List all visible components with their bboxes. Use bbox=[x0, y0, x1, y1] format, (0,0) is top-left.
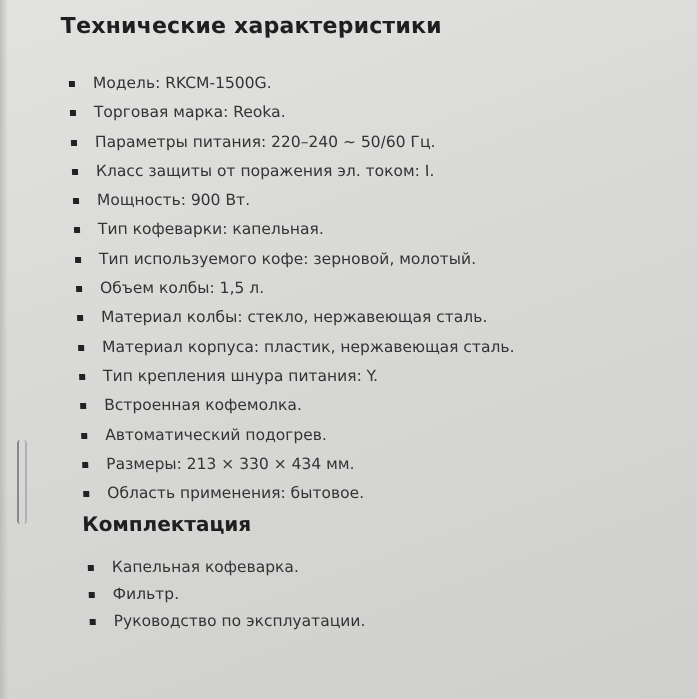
list-item bbox=[95, 133, 508, 162]
list-item bbox=[104, 396, 517, 425]
list-item bbox=[96, 162, 509, 191]
bullet-icon bbox=[90, 619, 96, 625]
list-item-text: Тип кофеварки: капельная. bbox=[97, 220, 325, 239]
list-item-text: Тип крепления шнура питания: Y. bbox=[102, 366, 379, 385]
list-item bbox=[93, 74, 506, 103]
list-item-text: Фильтр. bbox=[112, 585, 180, 603]
list-item-text: Размеры: 213 × 330 × 434 мм. bbox=[105, 454, 355, 473]
bullet-icon bbox=[74, 227, 80, 233]
list-item-text: Капельная кофеварка. bbox=[111, 558, 300, 576]
specs-list bbox=[93, 74, 521, 513]
bullet-icon bbox=[76, 286, 82, 292]
list-item-text: Модель: RKCM-1500G. bbox=[92, 74, 272, 92]
list-item bbox=[107, 484, 520, 513]
list-item bbox=[94, 103, 507, 132]
list-item bbox=[113, 612, 366, 639]
list-item bbox=[103, 367, 516, 396]
list-item-text: Мощность: 900 Вт. bbox=[96, 191, 251, 210]
specs-heading: Технические характеристики bbox=[60, 14, 443, 39]
list-item-text: Объем колбы: 1,5 л. bbox=[99, 279, 265, 298]
list-item bbox=[98, 220, 511, 249]
list-item-text: Встроенная кофемолка. bbox=[103, 396, 303, 415]
bullet-icon bbox=[77, 315, 83, 321]
list-item-text: Класс защиты от поражения эл. током: I. bbox=[95, 161, 435, 180]
list-item-text: Материал колбы: стекло, нержавеющая сталь. bbox=[100, 308, 488, 327]
list-item-text: Тип используемого кофе: зерновой, молотый. bbox=[98, 249, 477, 268]
bullet-icon bbox=[70, 110, 76, 116]
bullet-icon bbox=[83, 491, 89, 497]
bullet-icon bbox=[78, 345, 84, 351]
bullet-icon bbox=[81, 433, 87, 439]
bullet-icon bbox=[79, 374, 85, 380]
list-item bbox=[97, 191, 510, 220]
bullet-icon bbox=[82, 462, 88, 468]
list-item bbox=[105, 426, 518, 455]
list-item bbox=[99, 250, 512, 279]
list-item bbox=[102, 338, 515, 367]
bullet-icon bbox=[80, 403, 86, 409]
list-item bbox=[101, 308, 514, 337]
list-item bbox=[112, 585, 365, 612]
list-item-text: Торговая марка: Reoka. bbox=[93, 103, 286, 122]
list-item bbox=[111, 558, 364, 585]
list-item bbox=[106, 455, 519, 484]
bullet-icon bbox=[88, 565, 94, 571]
kit-list bbox=[111, 558, 365, 639]
bullet-icon bbox=[89, 592, 95, 598]
bullet-icon bbox=[69, 81, 75, 87]
kit-heading: Комплектация bbox=[81, 512, 252, 536]
bullet-icon bbox=[72, 169, 78, 175]
list-item bbox=[100, 279, 513, 308]
list-item-text: Автоматический подогрев. bbox=[104, 425, 328, 444]
list-item-text: Область применения: бытовое. bbox=[106, 484, 365, 503]
list-item-text: Параметры питания: 220–240 ~ 50/60 Гц. bbox=[94, 132, 436, 151]
bullet-icon bbox=[73, 198, 79, 204]
list-item-text: Руководство по эксплуатации. bbox=[113, 612, 366, 630]
bullet-icon bbox=[75, 257, 81, 263]
bullet-icon bbox=[71, 140, 77, 146]
list-item-text: Материал корпуса: пластик, нержавеющая сталь. bbox=[101, 337, 515, 356]
